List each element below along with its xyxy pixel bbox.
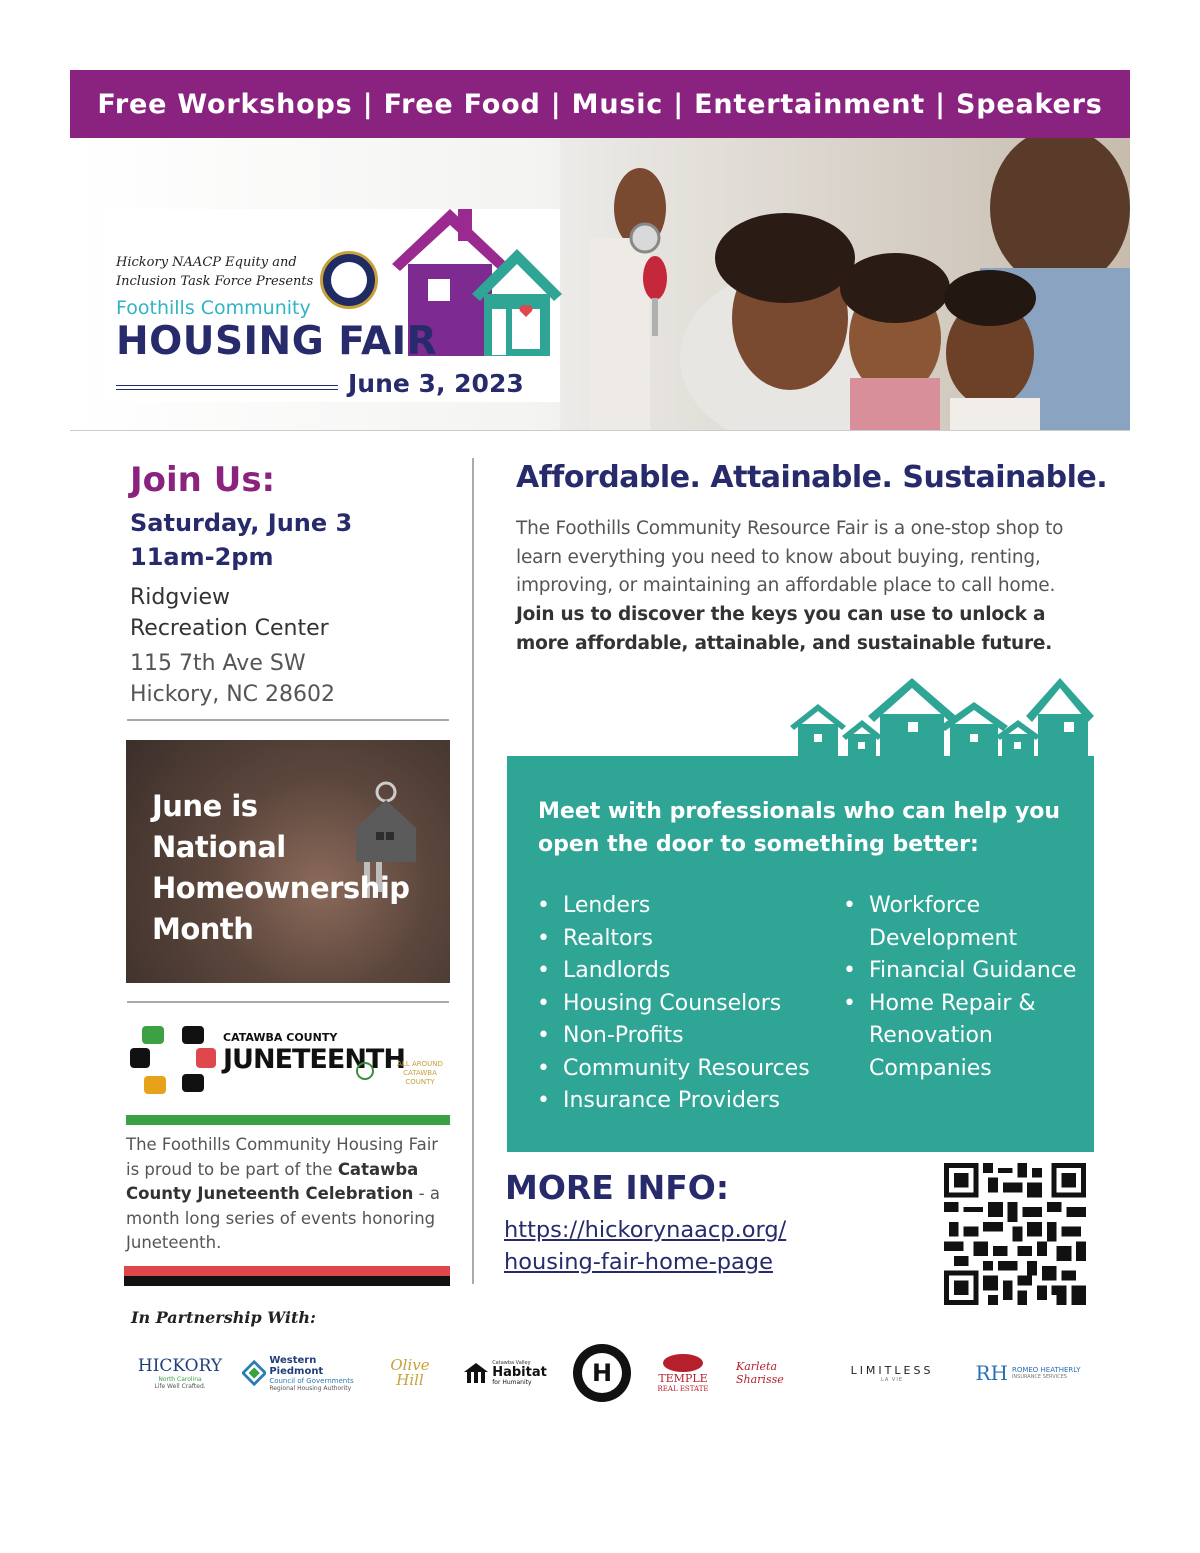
presenter-line-1: Hickory NAACP Equity and [116,255,297,270]
presenter-line-2: Inclusion Task Force Presents [116,274,314,289]
list-item: • Housing Counselors [537,988,810,1021]
more-info-link[interactable] [504,1214,786,1278]
list-item: • Realtors [537,923,810,956]
intro-paragraph: The Foothills Community Resource Fair is a one-stop shop to learn everything you need to know about buying, renting, improving, or maintaining an affordable place to call home. Join us to discover the keys you can use to unlock a more affordable, attainable, and sustainable future. [516,518,1064,654]
partnership-title: In Partnership With: [131,1308,316,1327]
url-line-2[interactable]: housing-fair-home-page [504,1249,773,1275]
housing-fair-logo [102,209,560,402]
partner-logos [130,1338,1090,1408]
event-day: Saturday, June 3 [130,509,353,537]
logo-subtitle: Foothills Community [116,297,311,319]
juneteenth-title: JUNETEENTH [223,1044,405,1075]
hero-section [70,138,1130,430]
main-headline: Affordable. Attainable. Sustainable. [516,460,1108,495]
professionals-list-left [537,890,810,1118]
fist-circle-icon [130,1018,220,1103]
address-line-2: Hickory, NC 28602 [130,682,336,707]
address-line-1: 115 7th Ave SW [130,651,306,676]
qr-code-icon[interactable] [944,1163,1086,1305]
list-item: • Insurance Providers [537,1085,810,1118]
logo-date: June 3, 2023 [348,369,524,398]
juneteenth-logo [130,1018,450,1103]
list-item: • Community Resources [537,1053,810,1086]
column-divider [472,458,474,1284]
green-stripe [126,1115,450,1125]
banner-text: Free Workshops | Free Food | Music | Entertainment | Speakers [97,88,1103,120]
month-line-3: Homeownership [152,871,410,905]
family-photo [560,138,1130,430]
list-item: • Home Repair & Renovation Companies [843,988,1083,1086]
left-divider-2 [127,1001,449,1003]
romeo-heatherly-logo: RH ROMEO HEATHERLY INSURANCE SERVICES [975,1361,1081,1385]
list-item: • Workforce Development [843,890,1083,955]
list-item: • Non-Profits [537,1020,810,1053]
juneteenth-tag: ALL AROUND CATAWBA COUNTY [397,1060,443,1086]
hero-divider [70,430,1130,431]
temple-logo: TEMPLE REAL ESTATE [650,1338,716,1408]
olive-hill-logo: Olive Hill [390,1356,430,1389]
event-address [130,648,335,710]
hickory-logo: HICKORY North Carolina Life Well Crafted. [137,1356,223,1390]
diamond-icon [242,1360,266,1386]
logo-title: HOUSING FAIR [116,319,438,364]
rooftops-icon [790,676,1094,758]
month-line-2: National [152,830,286,864]
event-venue [130,582,329,644]
h-badge-logo: H [570,1338,634,1408]
professionals-box [507,756,1094,1152]
join-title: Join Us: [130,460,276,500]
list-item: • Lenders [537,890,810,923]
event-datetime [130,506,352,574]
event-time: 11am-2pm [130,543,274,571]
top-banner [70,70,1130,138]
juneteenth-county: CATAWBA COUNTY [223,1031,338,1044]
list-item: • Landlords [537,955,810,988]
homeownership-month-image [126,740,450,983]
professionals-list-right [843,890,1083,1085]
habitat-logo: Catawba Valley Habitat for Humanity [460,1338,550,1408]
venue-line-2: Recreation Center [130,616,329,641]
logo-rule [116,385,338,390]
map-pin-icon [356,1062,374,1080]
left-divider-1 [127,719,449,721]
wpcog-logo: Western Piedmont Council of Governments Regional Housing Authority [242,1338,367,1408]
month-line-4: Month [152,912,254,946]
list-item: • Financial Guidance [843,955,1083,988]
karleta-sharisse-logo: Karleta Sharisse [736,1360,784,1386]
naacp-seal-icon [320,251,378,309]
month-line-1: June is [152,789,258,823]
habitat-house-icon [463,1362,489,1384]
venue-line-1: Ridgview [130,585,230,610]
professionals-heading: Meet with professionals who can help you open the door to something better: [538,799,1061,857]
url-line-1[interactable]: https://hickorynaacp.org/ [504,1217,787,1243]
more-info-label: MORE INFO: [505,1168,730,1207]
red-stripe [124,1266,450,1276]
juneteenth-description: The Foothills Community Housing Fair is proud to be part of the Catawba County Juneteenth Celebration - a month long series of events honoring Juneteenth. [126,1135,440,1252]
limitless-logo: LIMITLESS LA VIE [850,1363,934,1383]
black-stripe [124,1276,450,1286]
